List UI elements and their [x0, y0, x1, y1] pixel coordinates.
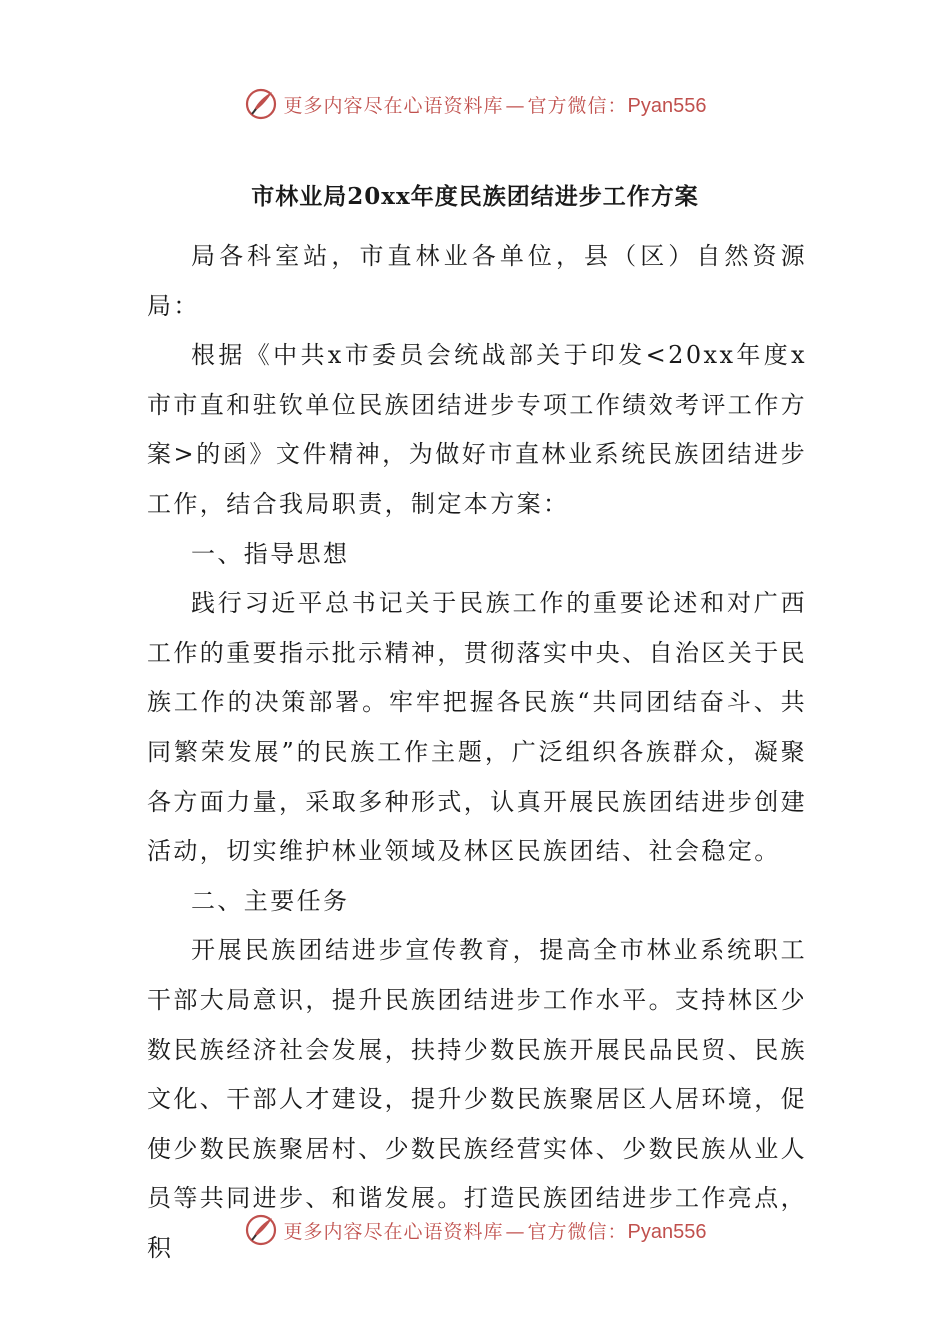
paragraph-salutation: 局各科室站，市直林业各单位，县（区）自然资源局：	[147, 242, 807, 320]
paragraph-guiding-thought: 践行习近平总书记关于民族工作的重要论述和对广西工作的重要指示批示精神，贯彻落实中央、自治区关于民族工作的决策部署。牢牢把握各民族“共同团结奋斗、共同繁荣发展”的民族工作主题，广泛组织各族群众，凝聚各方面力量，采取多种形式，认真开展民族团结进步创建活动，切实维护林业领域及林区民族团结、社会稳定。	[147, 589, 807, 866]
banner-main-text: 更多内容尽在心语资料库	[283, 1220, 504, 1243]
section-heading-1: 一、指导思想	[191, 539, 350, 568]
banner-main-text: 更多内容尽在心语资料库	[283, 94, 504, 117]
paragraph-intro: 根据《中共x市委员会统战部关于印发<20xx年度x市市直和驻钦单位民族团结进步专项工作绩效考评工作方案>的函》文件精神，为做好市直林业系统民族团结进步工作，结合我局职责，制定本方案：	[147, 341, 807, 518]
banner-wechat-id: Pyan556	[627, 1220, 707, 1243]
document-body	[147, 232, 807, 1273]
quill-pen-logo-icon	[244, 1213, 278, 1247]
section-heading-2: 二、主要任务	[191, 886, 350, 915]
banner-wechat-label: 官方微信：	[527, 94, 628, 117]
banner-dash: —	[505, 94, 526, 117]
quill-pen-logo-icon	[244, 87, 278, 121]
banner-wechat-label: 官方微信：	[527, 1220, 628, 1243]
paragraph-main-tasks: 开展民族团结进步宣传教育，提高全市林业系统职工干部大局意识，提升民族团结进步工作水平。支持林区少数民族经济社会发展，扶持少数民族开展民品民贸、民族文化、干部人才建设，提升少数民族聚居区人居环境，促使少数民族聚居村、少数民族经营实体、少数民族从业人员等共同进步、和谐发展。打造民族团结进步工作亮点，积	[147, 936, 807, 1262]
watermark-banner-bottom	[0, 1210, 950, 1250]
banner-dash: —	[505, 1220, 526, 1243]
watermark-banner-top	[0, 84, 950, 124]
banner-wechat-id: Pyan556	[627, 94, 707, 117]
document-title: 市林业局20xx年度民族团结进步工作方案	[251, 183, 699, 210]
